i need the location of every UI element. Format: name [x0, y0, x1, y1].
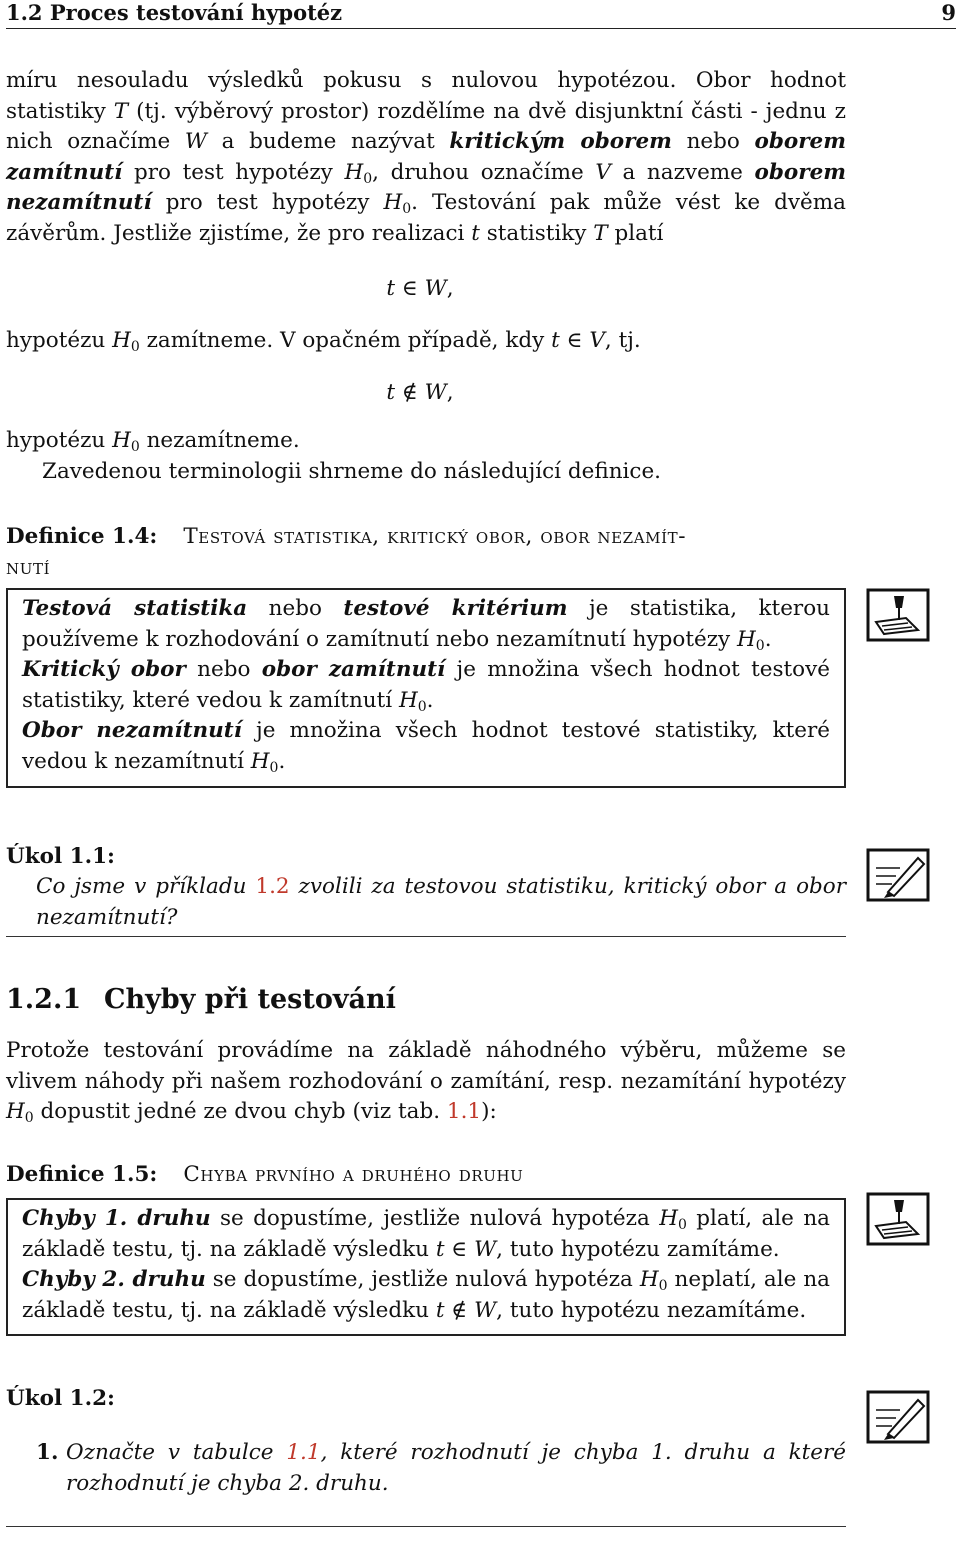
definition-item: Chyby 1. druhu se dopustíme, jestliže nulová hypotéza $H_0$ platí, ale na základě testu, tj. na základě výsledku t ∈ W, tuto hypotézu zamítáme. — [22, 1206, 830, 1262]
after-equation-2: hypotézu $H_0$ nezamítneme. Zavedenou terminologii shrneme do následující definice. — [6, 428, 662, 484]
definition-title: Chyba prvního a druhého druhu — [183, 1162, 524, 1187]
task-divider — [6, 1526, 846, 1527]
definition-item: Kritický obor nebo obor zamítnutí je množina všech hodnot testové statistiky, které vedou k zamítnutí $H_0$. — [22, 657, 830, 715]
reference-link[interactable]: 1.1 — [286, 1440, 321, 1465]
section-title: Chyby při testování — [104, 984, 396, 1015]
task-1-2-text: Označte v tabulce 1.1, které rozhodnutí je chyba 1. druhu a které rozhodnutí je chyba 2. druhu. — [66, 1440, 846, 1496]
reference-link[interactable]: 1.2 — [255, 874, 290, 899]
pin-note-icon — [866, 588, 930, 642]
equation-t-notin-w: t ∉ W, — [386, 380, 454, 405]
definition-1-4-box — [6, 588, 846, 788]
term-obor-nezamitnuti: oborem nezamítnutí — [6, 159, 847, 216]
pen-writing-icon — [866, 848, 930, 902]
intro-paragraph: míru nesouladu výsledků pokusu s nulovou hypotézou. Obor hodnot statistiky T (tj. výběrový prostor) rozdělíme na dvě disjunktní části - jednu z nich označíme W a budeme nazývat kritickým oborem nebo oborem zamítnutí pro test hypotézy $H_0$, druhou označíme V a nazveme oborem nezamítnutí pro test hypotézy $H_0$. Testování pak může vést ke dvěma závěrům. Jestliže zjistíme, že pro realizaci t statistiky T platí — [6, 68, 847, 246]
running-header — [6, 0, 956, 29]
task-1-1-label: Úkol 1.1: — [6, 844, 115, 869]
pen-writing-icon — [866, 1390, 930, 1444]
term-kriticky-obor: kritickým oborem — [449, 129, 672, 155]
task-1-1-text: Co jsme v příkladu 1.2 zvolili za testovou statistiku, kritický obor a obor nezamítnutí? — [36, 874, 847, 930]
after-equation-1: hypotézu $H_0$ zamítneme. V opačném případě, kdy t ∈ V, tj. — [6, 328, 641, 355]
definition-item: Chyby 2. druhu se dopustíme, jestliže nulová hypotéza $H_0$ neplatí, ale na základě testu, tj. na základě výsledku t ∉ W, tuto hypotézu nezamítáme. — [22, 1267, 830, 1323]
reference-link[interactable]: 1.1 — [446, 1099, 482, 1125]
definition-item: Testová statistika nebo testové kritérium je statistika, kterou používeme k rozhodování o zamítnutí nebo nezamítnutí hypotézy $H_0$. — [22, 596, 830, 654]
definition-label: Definice 1.5: — [6, 1162, 158, 1187]
task-divider — [6, 936, 846, 937]
definition-label: Definice 1.4: — [6, 524, 158, 549]
definition-item: Obor nezamítnutí je množina všech hodnot testové statistiky, které vedou k nezamítnutí $H_0$. — [22, 718, 831, 776]
task-item-number: 1. — [36, 1440, 59, 1465]
definition-1-4-heading: Definice 1.4: Testová statistika, kritický obor, obor nezamít- nutí — [6, 524, 687, 580]
definition-1-5-heading — [6, 1160, 846, 1191]
header-title: 1.2 Proces testování hypotéz — [6, 0, 343, 25]
definition-title: Testová statistika, kritický obor, obor nezamít- — [183, 524, 687, 549]
pin-note-icon — [866, 1192, 930, 1246]
term-obor-zamitnuti: oborem zamítnutí — [6, 129, 846, 185]
section-heading — [6, 983, 396, 1017]
equation-t-in-w: t ∈ W, — [386, 276, 454, 301]
definition-1-5-box — [6, 1198, 846, 1336]
task-1-2-label: Úkol 1.2: — [6, 1386, 115, 1411]
section-number: 1.2.1 — [6, 984, 82, 1015]
page-number: 9 — [941, 0, 956, 25]
errors-paragraph: Protože testování provádíme na základě náhodného výběru, můžeme se vlivem náhody při našem rozhodování o zamítání, resp. nezamítání hypotézy $H_0$ dopustit jedné ze dvou chyb (viz tab. 1.1): — [6, 1038, 846, 1127]
